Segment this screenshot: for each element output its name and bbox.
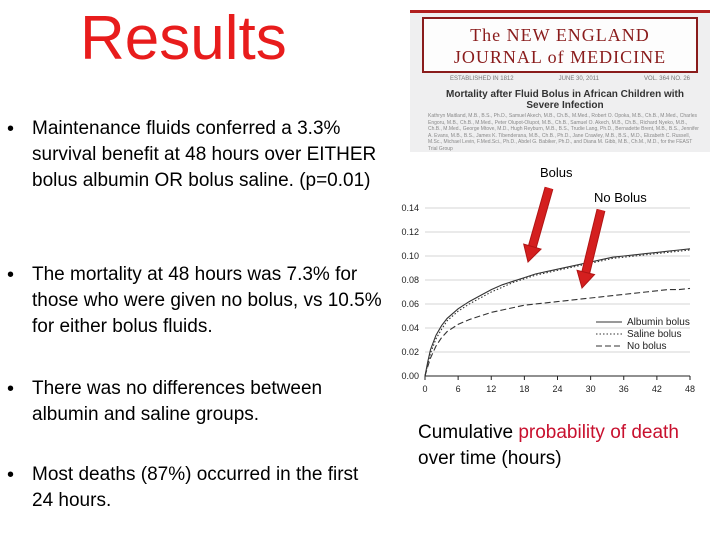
x-tick-label: 24 xyxy=(552,384,563,394)
caption-text-1: Cumulative xyxy=(418,422,519,443)
x-tick-label: 48 xyxy=(684,384,696,394)
bullet-survival-benefit: • Maintenance fluids conferred a 3.3% survival benefit at 48 hours over EITHER bolus albumin OR bolus saline. (p=0.01) xyxy=(32,116,382,194)
slide-title: Results xyxy=(80,4,287,73)
masthead-line-2: JOURNAL of MEDICINE xyxy=(453,47,667,67)
no-bolus-annotation: No Bolus xyxy=(594,190,647,205)
y-tick-label: 0.04 xyxy=(401,323,419,333)
chart-legend xyxy=(596,317,690,352)
x-tick-label: 30 xyxy=(585,384,596,394)
caption-highlight: probability of death xyxy=(518,422,679,443)
x-tick-label: 18 xyxy=(519,384,530,394)
y-tick-label: 0.10 xyxy=(401,251,419,261)
meta-established: ESTABLISHED IN 1812 xyxy=(450,76,514,82)
legend-label: Saline bolus xyxy=(627,329,682,340)
x-tick-label: 36 xyxy=(618,384,629,394)
masthead-line-1: The NEW ENGLAND xyxy=(470,25,650,45)
chart-caption xyxy=(418,420,718,472)
bullet-early-deaths: • Most deaths (87%) occurred in the first 24 hours. xyxy=(32,462,382,514)
bullet-mortality-48h: • The mortality at 48 hours was 7.3% for those who were given no bolus, vs 10.5% for either bolus fluids. xyxy=(32,262,382,340)
y-tick-label: 0.08 xyxy=(401,275,419,285)
no-bolus-arrow-head xyxy=(577,270,594,288)
y-tick-label: 0.00 xyxy=(401,371,419,381)
chart-series-group xyxy=(425,249,690,376)
y-tick-label: 0.12 xyxy=(401,227,419,237)
bullet-no-difference: • There was no differences between albumin and saline groups. xyxy=(32,376,382,428)
bolus-annotation: Bolus xyxy=(540,165,573,180)
meta-date: JUNE 30, 2011 xyxy=(558,76,599,82)
article-authors: Kathryn Maitland, M.B., B.S., Ph.D., Samuel Akech, M.B., Ch.B., M.Med., Robert O. Opoka, M.B., Ch.B., M.Med., Charles Engoru, M.B., Ch.B., M.Med., Peter Olupot-Olupot, M.B., Ch.B., Samuel O. Akech, M.B., Ch.B., Richard Nyeko, M.B., Ch.B., M.Med., George Mtove, M.D., Hugh Reyburn, M.B., B.S., Trudie Lang, Ph.D., Bernadette Brent, M.B., B.S., Jennifer A. Evans, M.B., B.S., James K. Tibenderana, M.B., Ch.B., Ph.D., Jane Crawley, M.B., B.S., M.D., Elizabeth C. Russell, M.Sc., Michael Levin, F.Med.Sci., Ph.D., Abdel G. Babiker, Ph.D., and Diana M. Gibb, M.B., Ch.M., M.D., for the FEAST Trial Group xyxy=(428,113,699,152)
legend-label: Albumin bolus xyxy=(627,317,690,328)
caption-text-2: over time (hours) xyxy=(418,448,562,469)
y-tick-label: 0.02 xyxy=(401,347,419,357)
x-tick-label: 42 xyxy=(651,384,662,394)
annotation-arrows xyxy=(524,188,601,288)
x-tick-label: 0 xyxy=(422,384,428,394)
meta-volume: VOL. 364 NO. 26 xyxy=(643,76,690,82)
y-tick-label: 0.06 xyxy=(401,299,419,309)
article-title: Mortality after Fluid Bolus in African Children with Severe Infection xyxy=(446,89,684,111)
x-tick-label: 12 xyxy=(486,384,497,394)
legend-label: No bolus xyxy=(627,341,667,352)
bolus-arrow-shaft xyxy=(532,188,549,247)
series-line-albumin-bolus xyxy=(425,249,690,376)
no-bolus-arrow-shaft xyxy=(586,210,601,272)
y-tick-label: 0.14 xyxy=(401,203,419,213)
bolus-arrow-head xyxy=(524,244,541,262)
x-tick-label: 6 xyxy=(455,384,461,394)
